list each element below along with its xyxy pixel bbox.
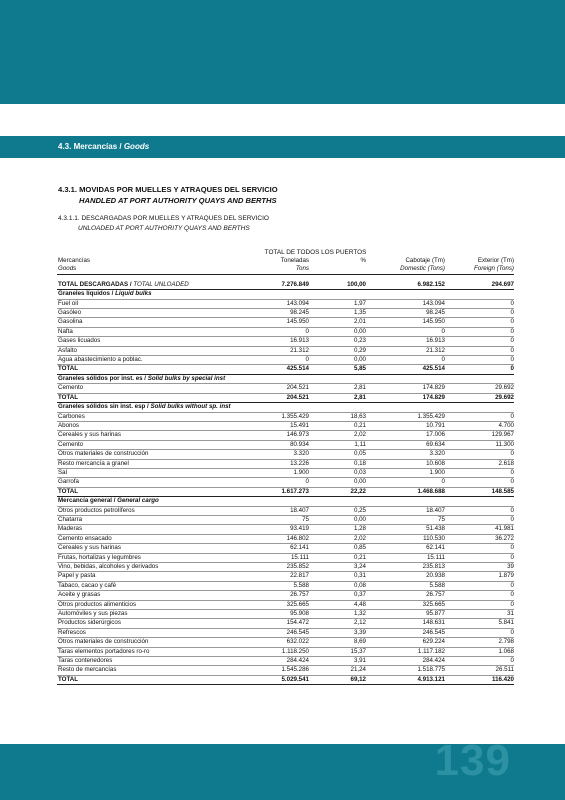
tons-cell: 1.355.429 bbox=[243, 412, 309, 421]
domestic-cell: 284.424 bbox=[366, 657, 445, 666]
table-row bbox=[57, 356, 514, 365]
pct-cell: 18,63 bbox=[309, 412, 366, 421]
total-tons-cell: 425.514 bbox=[243, 365, 309, 374]
tons-cell: 15.111 bbox=[243, 553, 309, 562]
table-row bbox=[57, 468, 514, 477]
domestic-cell: 17.006 bbox=[366, 431, 445, 440]
grand-total-foreign: 294.697 bbox=[445, 281, 514, 290]
grand-total-label: TOTAL DESCARGADAS / TOTAL UNLOADED bbox=[57, 281, 243, 290]
table-row bbox=[57, 534, 514, 543]
total-pct-cell: 22,22 bbox=[309, 487, 366, 496]
foreign-cell: 2.618 bbox=[445, 459, 514, 468]
goods-cell: Carbones bbox=[57, 412, 243, 421]
pct-cell: 2,02 bbox=[309, 431, 366, 440]
foreign-cell: 0 bbox=[445, 346, 514, 355]
tons-cell: 143.094 bbox=[243, 299, 309, 308]
table-row bbox=[57, 506, 514, 515]
foreign-cell: 0 bbox=[445, 515, 514, 524]
table-row bbox=[57, 431, 514, 440]
foreign-cell: 36.272 bbox=[445, 534, 514, 543]
total-pct-cell: 5,85 bbox=[309, 365, 366, 374]
domestic-cell: 174.829 bbox=[366, 384, 445, 393]
pct-cell: 0,21 bbox=[309, 421, 366, 430]
grand-total-tons: 7.276.849 bbox=[243, 281, 309, 290]
tons-cell: 154.472 bbox=[243, 619, 309, 628]
section-bar bbox=[0, 136, 565, 158]
tons-cell: 80.934 bbox=[243, 440, 309, 449]
table-row bbox=[57, 421, 514, 430]
pct-cell: 0,23 bbox=[309, 337, 366, 346]
foreign-cell: 1.879 bbox=[445, 572, 514, 581]
pct-cell: 0,00 bbox=[309, 515, 366, 524]
foreign-cell: 5.841 bbox=[445, 619, 514, 628]
domestic-cell: 20.938 bbox=[366, 572, 445, 581]
goods-cell: Abonos bbox=[57, 421, 243, 430]
pct-cell: 0,85 bbox=[309, 544, 366, 553]
heading2-en: UNLOADED AT PORT AUTHORITY QUAYS AND BERTHS bbox=[78, 225, 250, 232]
tons-cell: 284.424 bbox=[243, 657, 309, 666]
heading-level2 bbox=[58, 214, 269, 234]
group-total-row bbox=[57, 487, 514, 496]
heading1-en: HANDLED AT PORT AUTHORITY QUAYS AND BERTHS bbox=[79, 196, 277, 205]
table-row bbox=[57, 299, 514, 308]
foreign-cell: 11.300 bbox=[445, 440, 514, 449]
domestic-cell: 62.141 bbox=[366, 544, 445, 553]
pct-cell: 2,81 bbox=[309, 384, 366, 393]
tons-cell: 5.588 bbox=[243, 581, 309, 590]
table-row bbox=[57, 337, 514, 346]
domestic-cell: 1.355.429 bbox=[366, 412, 445, 421]
tons-cell: 1.545.286 bbox=[243, 666, 309, 675]
foreign-cell: 41.981 bbox=[445, 525, 514, 534]
table-row bbox=[57, 619, 514, 628]
domestic-cell: 26.757 bbox=[366, 591, 445, 600]
pct-cell: 2,12 bbox=[309, 619, 366, 628]
total-goods-cell: TOTAL bbox=[57, 365, 243, 374]
domestic-cell: 18.407 bbox=[366, 506, 445, 515]
grand-total-row bbox=[57, 281, 514, 290]
pct-cell: 3,24 bbox=[309, 563, 366, 572]
tons-cell: 3.320 bbox=[243, 450, 309, 459]
table-row bbox=[57, 412, 514, 421]
total-domestic-cell: 4.913.121 bbox=[366, 675, 445, 684]
group-total-row bbox=[57, 675, 514, 684]
domestic-cell: 98.245 bbox=[366, 309, 445, 318]
goods-cell: Asfalto bbox=[57, 346, 243, 355]
table-row bbox=[57, 647, 514, 656]
col-header-pct: % bbox=[360, 257, 366, 264]
domestic-cell: 0 bbox=[366, 356, 445, 365]
table-row bbox=[57, 515, 514, 524]
goods-cell: Productos siderúrgicos bbox=[57, 619, 243, 628]
tons-cell: 235.852 bbox=[243, 563, 309, 572]
goods-table bbox=[57, 257, 514, 685]
table-row bbox=[57, 628, 514, 637]
table-header-en bbox=[57, 265, 514, 274]
goods-cell: Cemento ensacado bbox=[57, 534, 243, 543]
domestic-cell: 69.634 bbox=[366, 440, 445, 449]
table-row bbox=[57, 544, 514, 553]
foreign-cell: 1.068 bbox=[445, 647, 514, 656]
tons-cell: 0 bbox=[243, 478, 309, 487]
total-domestic-cell: 174.829 bbox=[366, 393, 445, 402]
table-header-es bbox=[57, 257, 514, 265]
group-title: Mercancía general / General cargo bbox=[57, 497, 514, 506]
goods-cell: Cereales y sus harinas bbox=[57, 431, 243, 440]
domestic-cell: 16.913 bbox=[366, 337, 445, 346]
col-header-domestic-es: Cabotaje (Tm) bbox=[405, 257, 445, 264]
pct-cell: 1,35 bbox=[309, 309, 366, 318]
table-row bbox=[57, 600, 514, 609]
domestic-cell: 10.608 bbox=[366, 459, 445, 468]
total-tons-cell: 1.617.273 bbox=[243, 487, 309, 496]
pct-cell: 2,01 bbox=[309, 318, 366, 327]
foreign-cell: 4.700 bbox=[445, 421, 514, 430]
tons-cell: 75 bbox=[243, 515, 309, 524]
table-row bbox=[57, 459, 514, 468]
tons-cell: 15.491 bbox=[243, 421, 309, 430]
total-pct-cell: 2,81 bbox=[309, 393, 366, 402]
col-header-goods-es: Mercancías bbox=[58, 257, 90, 264]
total-tons-cell: 204.521 bbox=[243, 393, 309, 402]
heading2-es: 4.3.1.1. DESCARGADAS POR MUELLES Y ATRAQUES DEL SERVICIO bbox=[58, 215, 269, 222]
table-row bbox=[57, 478, 514, 487]
foreign-cell: 0 bbox=[445, 506, 514, 515]
foreign-cell: 2.798 bbox=[445, 638, 514, 647]
goods-table-container bbox=[57, 248, 514, 685]
goods-cell: Cemento bbox=[57, 440, 243, 449]
tons-cell: 632.022 bbox=[243, 638, 309, 647]
tons-cell: 146.802 bbox=[243, 534, 309, 543]
foreign-cell: 39 bbox=[445, 563, 514, 572]
domestic-cell: 1.117.182 bbox=[366, 647, 445, 656]
group-header-row bbox=[57, 374, 514, 383]
domestic-cell: 0 bbox=[366, 478, 445, 487]
table-row bbox=[57, 525, 514, 534]
total-goods-cell: TOTAL bbox=[57, 393, 243, 402]
goods-cell: Gases licuados bbox=[57, 337, 243, 346]
pct-cell: 1,32 bbox=[309, 610, 366, 619]
domestic-cell: 95.877 bbox=[366, 610, 445, 619]
tons-cell: 95.908 bbox=[243, 610, 309, 619]
pct-cell: 0,03 bbox=[309, 468, 366, 477]
foreign-cell: 0 bbox=[445, 299, 514, 308]
total-foreign-cell: 0 bbox=[445, 365, 514, 374]
domestic-cell: 143.094 bbox=[366, 299, 445, 308]
total-foreign-cell: 29.692 bbox=[445, 393, 514, 402]
domestic-cell: 21.312 bbox=[366, 346, 445, 355]
pct-cell: 8,69 bbox=[309, 638, 366, 647]
col-header-domestic-en: Domestic (Tons) bbox=[366, 265, 445, 274]
table-row bbox=[57, 563, 514, 572]
foreign-cell: 0 bbox=[445, 356, 514, 365]
goods-cell: Aceite y grasas bbox=[57, 591, 243, 600]
domestic-cell: 325.665 bbox=[366, 600, 445, 609]
group-header-row bbox=[57, 290, 514, 299]
pct-cell: 0,00 bbox=[309, 356, 366, 365]
table-row bbox=[57, 346, 514, 355]
total-tons-cell: 5.029.541 bbox=[243, 675, 309, 684]
goods-cell: Gasóleo bbox=[57, 309, 243, 318]
domestic-cell: 3.320 bbox=[366, 450, 445, 459]
foreign-cell: 0 bbox=[445, 450, 514, 459]
foreign-cell: 26.511 bbox=[445, 666, 514, 675]
foreign-cell: 0 bbox=[445, 327, 514, 336]
goods-cell: Resto mercancía a granel bbox=[57, 459, 243, 468]
domestic-cell: 1.900 bbox=[366, 468, 445, 477]
domestic-cell: 235.813 bbox=[366, 563, 445, 572]
foreign-cell: 0 bbox=[445, 468, 514, 477]
foreign-cell: 129.967 bbox=[445, 431, 514, 440]
goods-cell: Gasolina bbox=[57, 318, 243, 327]
tons-cell: 98.245 bbox=[243, 309, 309, 318]
total-domestic-cell: 1.468.688 bbox=[366, 487, 445, 496]
domestic-cell: 629.224 bbox=[366, 638, 445, 647]
tons-cell: 93.419 bbox=[243, 525, 309, 534]
group-title: Graneles sólidos sin inst. esp / Solid bulks without sp. inst bbox=[57, 403, 514, 412]
tons-cell: 16.913 bbox=[243, 337, 309, 346]
foreign-cell: 0 bbox=[445, 553, 514, 562]
pct-cell: 1,28 bbox=[309, 525, 366, 534]
pct-cell: 0,21 bbox=[309, 553, 366, 562]
goods-cell: Chatarra bbox=[57, 515, 243, 524]
pct-cell: 0,08 bbox=[309, 581, 366, 590]
domestic-cell: 246.545 bbox=[366, 628, 445, 637]
pct-cell: 2,02 bbox=[309, 534, 366, 543]
grand-total-domestic: 6.982.152 bbox=[366, 281, 445, 290]
domestic-cell: 15.111 bbox=[366, 553, 445, 562]
group-total-row bbox=[57, 365, 514, 374]
pct-cell: 3,91 bbox=[309, 657, 366, 666]
tons-cell: 0 bbox=[243, 356, 309, 365]
top-color-band bbox=[0, 0, 565, 104]
foreign-cell: 0 bbox=[445, 337, 514, 346]
pct-cell: 0,00 bbox=[309, 478, 366, 487]
goods-cell: Vino, bebidas, alcoholes y derivados bbox=[57, 563, 243, 572]
domestic-cell: 75 bbox=[366, 515, 445, 524]
col-header-tons-es: Toneladas bbox=[280, 257, 309, 264]
foreign-cell: 0 bbox=[445, 478, 514, 487]
pct-cell: 0,29 bbox=[309, 346, 366, 355]
domestic-cell: 51.438 bbox=[366, 525, 445, 534]
foreign-cell: 0 bbox=[445, 309, 514, 318]
table-row bbox=[57, 384, 514, 393]
goods-cell: Otros materiales de construcción bbox=[57, 450, 243, 459]
tons-cell: 145.950 bbox=[243, 318, 309, 327]
goods-cell: Papel y pasta bbox=[57, 572, 243, 581]
table-row bbox=[57, 553, 514, 562]
goods-cell: Automóviles y sus piezas bbox=[57, 610, 243, 619]
goods-cell: Taras elementos portadores ro-ro bbox=[57, 647, 243, 656]
domestic-cell: 148.631 bbox=[366, 619, 445, 628]
pct-cell: 0,25 bbox=[309, 506, 366, 515]
foreign-cell: 31 bbox=[445, 610, 514, 619]
table-row bbox=[57, 327, 514, 336]
goods-cell: Maderas bbox=[57, 525, 243, 534]
goods-cell: Garrofa bbox=[57, 478, 243, 487]
pct-cell: 0,37 bbox=[309, 591, 366, 600]
foreign-cell: 0 bbox=[445, 412, 514, 421]
goods-cell: Otros productos alimenticios bbox=[57, 600, 243, 609]
col-header-goods-en: Goods bbox=[57, 265, 243, 274]
heading-level1 bbox=[58, 184, 278, 206]
foreign-cell: 0 bbox=[445, 628, 514, 637]
tons-cell: 204.521 bbox=[243, 384, 309, 393]
table-row bbox=[57, 638, 514, 647]
domestic-cell: 10.791 bbox=[366, 421, 445, 430]
tons-cell: 246.545 bbox=[243, 628, 309, 637]
domestic-cell: 110.530 bbox=[366, 534, 445, 543]
total-domestic-cell: 425.514 bbox=[366, 365, 445, 374]
col-header-pct-en bbox=[309, 265, 366, 274]
group-header-row bbox=[57, 497, 514, 506]
pct-cell: 0,00 bbox=[309, 327, 366, 336]
foreign-cell: 29.692 bbox=[445, 384, 514, 393]
pct-cell: 1,11 bbox=[309, 440, 366, 449]
foreign-cell: 0 bbox=[445, 544, 514, 553]
tons-cell: 1.900 bbox=[243, 468, 309, 477]
section-title-es: 4.3. Mercancías / bbox=[58, 142, 122, 151]
pct-cell: 3,39 bbox=[309, 628, 366, 637]
table-row bbox=[57, 666, 514, 675]
tons-cell: 18.407 bbox=[243, 506, 309, 515]
group-total-row bbox=[57, 393, 514, 402]
goods-cell: Cemento bbox=[57, 384, 243, 393]
goods-cell: Taras contenedores bbox=[57, 657, 243, 666]
table-row bbox=[57, 309, 514, 318]
total-goods-cell: TOTAL bbox=[57, 675, 243, 684]
pct-cell: 0,31 bbox=[309, 572, 366, 581]
table-row bbox=[57, 581, 514, 590]
tons-cell: 1.118.250 bbox=[243, 647, 309, 656]
heading1-es: 4.3.1. MOVIDAS POR MUELLES Y ATRAQUES DEL SERVICIO bbox=[58, 185, 278, 194]
pct-cell: 0,18 bbox=[309, 459, 366, 468]
foreign-cell: 0 bbox=[445, 318, 514, 327]
domestic-cell: 0 bbox=[366, 327, 445, 336]
table-row bbox=[57, 591, 514, 600]
goods-cell: Refrescos bbox=[57, 628, 243, 637]
goods-cell: Nafta bbox=[57, 327, 243, 336]
pct-cell: 0,05 bbox=[309, 450, 366, 459]
pct-cell: 15,37 bbox=[309, 647, 366, 656]
table-row bbox=[57, 657, 514, 666]
total-foreign-cell: 116.420 bbox=[445, 675, 514, 684]
goods-cell: Resto de mercancías bbox=[57, 666, 243, 675]
foreign-cell: 0 bbox=[445, 600, 514, 609]
tons-cell: 146.973 bbox=[243, 431, 309, 440]
foreign-cell: 0 bbox=[445, 581, 514, 590]
pct-cell: 1,97 bbox=[309, 299, 366, 308]
pct-cell: 4,48 bbox=[309, 600, 366, 609]
total-pct-cell: 69,12 bbox=[309, 675, 366, 684]
table-row bbox=[57, 572, 514, 581]
col-header-tons-en: Tons bbox=[243, 265, 309, 274]
group-title: Graneles sólidos por inst. es / Solid bulks by special inst bbox=[57, 374, 514, 383]
tons-cell: 13.226 bbox=[243, 459, 309, 468]
goods-cell: Fuel oil bbox=[57, 299, 243, 308]
pct-cell: 21,24 bbox=[309, 666, 366, 675]
domestic-cell: 5.588 bbox=[366, 581, 445, 590]
table-row bbox=[57, 450, 514, 459]
section-title-en: Goods bbox=[123, 142, 150, 151]
total-foreign-cell: 148.585 bbox=[445, 487, 514, 496]
col-header-foreign-es: Exterior (Tm) bbox=[477, 257, 514, 264]
tons-cell: 325.665 bbox=[243, 600, 309, 609]
tons-cell: 26.757 bbox=[243, 591, 309, 600]
col-header-foreign-en: Foreign (Tons) bbox=[445, 265, 514, 274]
goods-cell: Agua abastecimiento a poblac. bbox=[57, 356, 243, 365]
grand-total-pct: 100,00 bbox=[309, 281, 366, 290]
goods-cell: Frutas, hortalizas y legumbres bbox=[57, 553, 243, 562]
table-row bbox=[57, 610, 514, 619]
table-caption: TOTAL DE TODOS LOS PUERTOS bbox=[264, 249, 367, 256]
domestic-cell: 1.518.775 bbox=[366, 666, 445, 675]
table-row bbox=[57, 318, 514, 327]
tons-cell: 0 bbox=[243, 327, 309, 336]
foreign-cell: 0 bbox=[445, 657, 514, 666]
domestic-cell: 145.950 bbox=[366, 318, 445, 327]
foreign-cell: 0 bbox=[445, 591, 514, 600]
tons-cell: 21.312 bbox=[243, 346, 309, 355]
goods-cell: Otros productos petrolíferos bbox=[57, 506, 243, 515]
page-number: 139 bbox=[434, 736, 511, 785]
tons-cell: 62.141 bbox=[243, 544, 309, 553]
group-header-row bbox=[57, 403, 514, 412]
goods-cell: Cereales y sus harinas bbox=[57, 544, 243, 553]
goods-cell: Sal bbox=[57, 468, 243, 477]
tons-cell: 22.817 bbox=[243, 572, 309, 581]
total-goods-cell: TOTAL bbox=[57, 487, 243, 496]
goods-cell: Tabaco, cacao y café bbox=[57, 581, 243, 590]
goods-cell: Otros materiales de construcción bbox=[57, 638, 243, 647]
table-row bbox=[57, 440, 514, 449]
group-title: Graneles líquidos / Liquid bulks bbox=[57, 290, 514, 299]
